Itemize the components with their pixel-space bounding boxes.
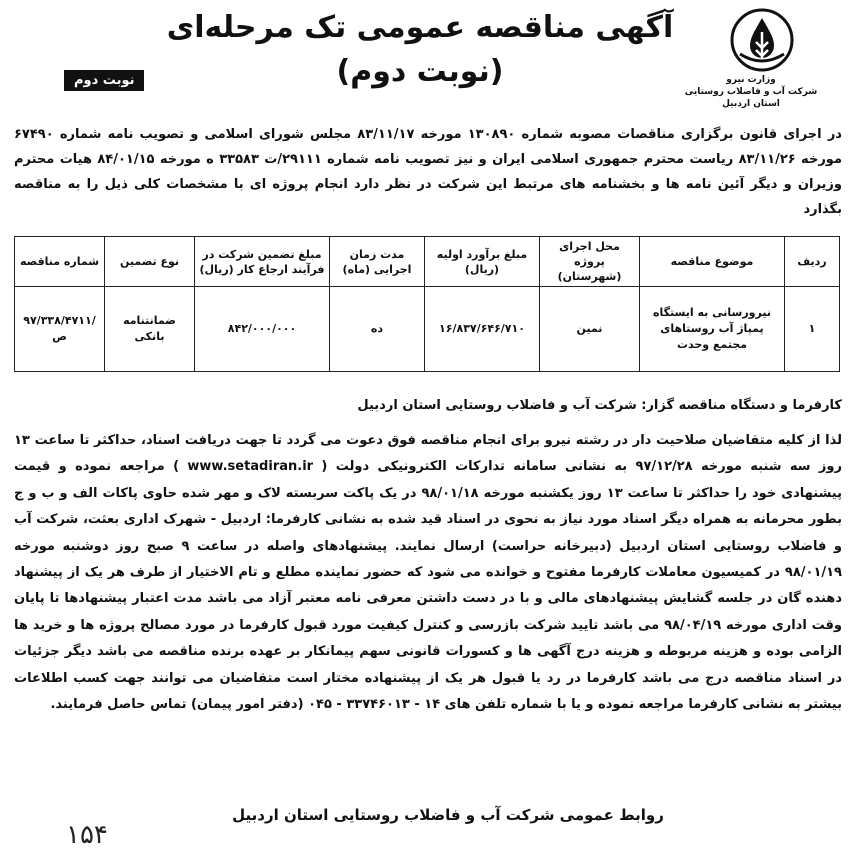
ministry-name: وزارت نیرو (726, 75, 776, 85)
col-guarantee-type: نوع تضمین (105, 237, 195, 287)
cell-subject: نیرورسانی به ایستگاه پمپاژ آب روستاهای مجتمع وحدت (640, 287, 785, 372)
body-paragraph: لذا از کلیه متقاضیان صلاحیت دار در رشته نیرو برای انجام مناقصه فوق دعوت می گردد تا جهت دریافت اسناد، حداکثر تا ساعت ۱۳ روز سه شنبه مورخه ۹۷/۱۲/۲۸ به نشانی سامانه تدارکات الکترونیکی دولت ( www.setadiran.ir ) مراجعه نموده و قیمت پیشنهادی خود را حداکثر تا ساعت ۱۳ روز یکشنبه مورخه ۹۸/۰۱/۱۸ در یک پاکت سربسته لاک و مهر شده حاوی پاکات الف و ب و ج بطور محرمانه به همراه دیگر اسناد مورد نیاز به نحوی در اسناد قید شده به نشانی کارفرما: اردبیل - شهرک اداری بعثت، شرکت آب و فاضلاب روستایی استان اردبیل (دبیرخانه حراست) ارسال نمایند. پیشنهادهای واصله در ساعت ۹ صبح روز دوشنبه مورخه ۹۸/۰۱/۱۹ در کمیسیون معاملات کارفرما مفتوح و خوانده می شود که حضور نماینده مطلع و تام الاختیار از طرف هر یک از پیشنهاد دهنده گان در جلسه گشایش پیشنهادهای مالی و با در دست داشتن معرفی نامه معتبر آزاد می باشد مدت اعتبار پیشنهادها تا پایان وقت اداری مورخه ۹۸/۰۴/۱۹ می باشد تایید شرکت بازرسی و کنترل کیفیت مورد قبول کارفرما در مورد مصالح پروژه ها و خرید ها الزامی بوده و هزینه مربوطه و هزینه درج آگهی ها و کسورات قانونی سهم پیمانکار بر عهده برنده مناقصه می باشد دیگر جزئیات در اسناد مناقصه درج می باشد کارفرما در رد یا قبول هر یک از پیشنهاده مختار است متقاضیان می توانند جهت کسب اطلاعات بیشتر به نشانی کارفرما مراجعه نموده و یا با شماره تلفن های ۱۴ - ۳۳۷۴۶۰۱۳ - ۰۴۵ (دفتر امور پیمان) تماس حاصل فرمایند. (14, 433, 843, 713)
cell-duration: ده (330, 287, 425, 372)
company-name: شرکت آب و فاضلاب روستایی استان اردبیل (684, 87, 818, 109)
round-badge: نوبت دوم (64, 70, 144, 91)
col-estimate: مبلغ برآورد اولیه (ریال) (425, 237, 540, 287)
employer-line: کارفرما و دستگاه مناقصه گزار: شرکت آب و فاضلاب روستایی استان اردبیل (357, 398, 842, 413)
cell-guarantee-amount: ۸۴۲/۰۰۰/۰۰۰ (195, 287, 330, 372)
cell-location: نمین (540, 287, 640, 372)
public-relations-signature: روابط عمومی شرکت آب و فاضلاب روستایی استان اردبیل (232, 806, 664, 824)
table-row (15, 287, 840, 372)
cell-estimate: ۱۶/۸۳۷/۶۴۶/۷۱۰ (425, 287, 540, 372)
intro-paragraph: در اجرای قانون برگزاری مناقصات مصوبه شماره ۱۳۰۸۹۰ مورخه ۸۳/۱۱/۱۷ مجلس شورای اسلامی و تصویب نامه شماره ۶۷۴۹۰ مورخه ۸۳/۱۱/۲۶ ریاست محترم جمهوری اسلامی ایران و نیز تصویب نامه شماره ۲۹۱۱۱/ت ۳۳۵۸۳ ه مورخه ۸۴/۰۱/۱۵ هیات محترم وزیران و دیگر آئین نامه ها و بخشنامه های مرتبط این شرکت در نظر دارد انجام پروژه ای با مشخصات کلی ذیل را به مناقصه بگذارد (14, 127, 842, 217)
cell-tender-no: ۹۷/۳۳۸/۴۷۱۱/ص (15, 287, 105, 372)
col-guarantee-amount: مبلغ تضمین شرکت در فرآیند ارجاع کار (ریال) (195, 237, 330, 287)
handwritten-number: ۱۵۴ (66, 820, 108, 850)
wheat-drop-logo-icon (730, 8, 794, 72)
tender-table (14, 236, 840, 372)
cell-guarantee-type: ضمانتنامه بانکی (105, 287, 195, 372)
col-subject: موضوع مناقصه (640, 237, 785, 287)
cell-row: ۱ (785, 287, 840, 372)
notice-title: آگهی مناقصه عمومی تک مرحله‌ای (نوبت دوم) (166, 10, 674, 89)
table-header-row (15, 237, 840, 287)
col-row: ردیف (785, 237, 840, 287)
col-duration: مدت زمان اجرایی (ماه) (330, 237, 425, 287)
col-location: محل اجرای پروژه (شهرستان) (540, 237, 640, 287)
col-tender-no: شماره مناقصه (15, 237, 105, 287)
